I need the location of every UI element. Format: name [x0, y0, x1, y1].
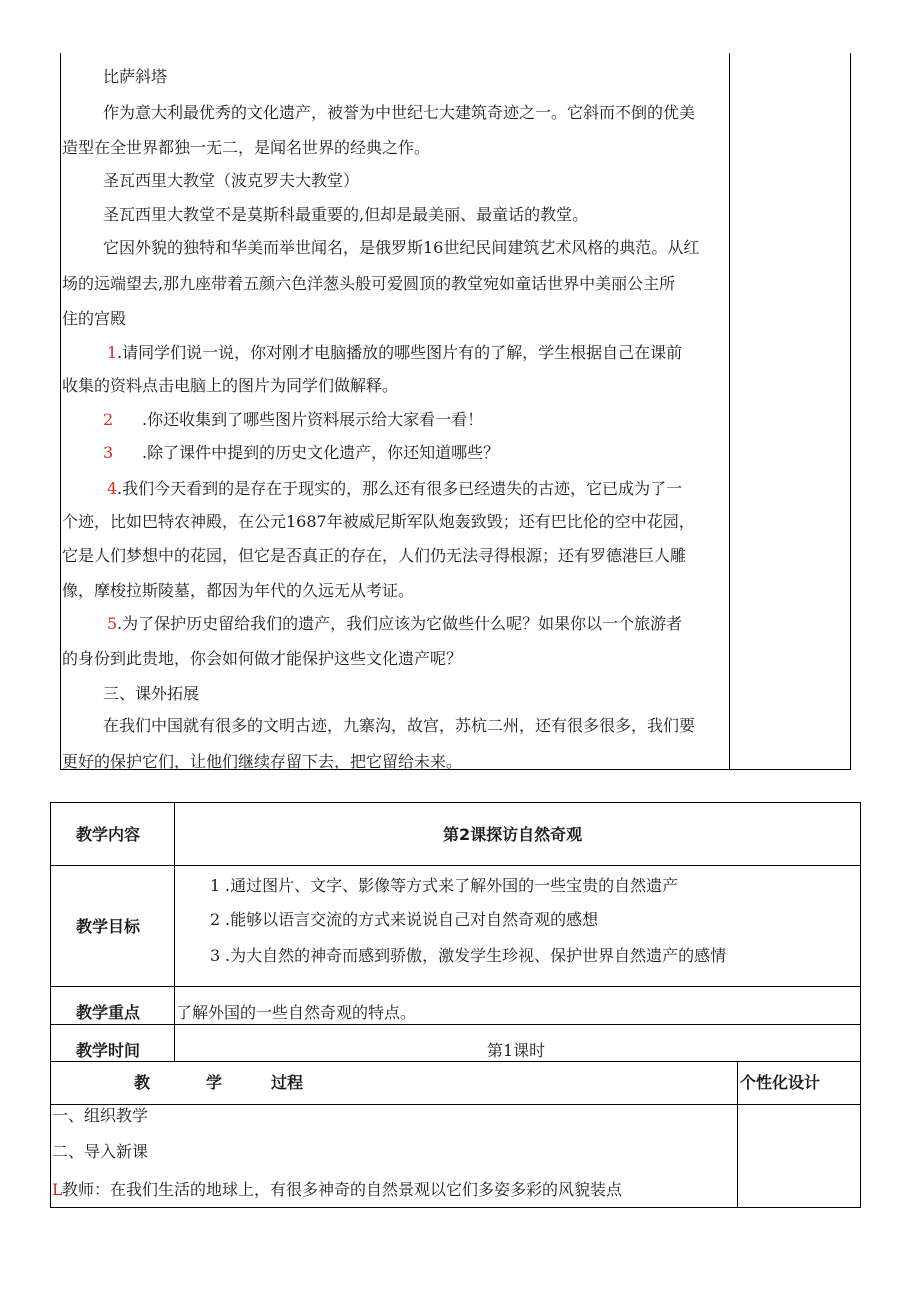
- table-row-line-3: [50, 1024, 861, 1025]
- question4-line2: 个迹，比如巴特农神殿，在公元1687年被威尼斯军队炮轰致毁；还有巴比伦的空中花园，: [62, 512, 695, 531]
- goals-label: 教学目标: [76, 917, 141, 936]
- table-right-border: [860, 802, 861, 1208]
- top-box-divider: [729, 53, 730, 770]
- pisa-title: 比萨斜塔: [103, 67, 168, 86]
- table-left-border: [50, 802, 51, 1208]
- goal-1-number: 1: [210, 876, 221, 895]
- content-value: 第2课探访自然奇观: [443, 825, 583, 844]
- process-header-char2: 学: [206, 1073, 223, 1092]
- question2-number: 2: [103, 410, 114, 429]
- table-top-border: [50, 802, 861, 803]
- table-row-line-1: [50, 865, 861, 866]
- teacher-prefix-mark: L: [52, 1180, 63, 1199]
- personalized-design-header: 个性化设计: [740, 1073, 821, 1092]
- step-introduce-lesson: 二、导入新课: [52, 1142, 149, 1161]
- process-header-char3: 过程: [271, 1073, 304, 1092]
- goal-2-number: 2: [210, 910, 221, 929]
- time-value: 第1课时: [487, 1041, 546, 1060]
- top-box-right-border: [850, 53, 851, 770]
- section3-title: 三、课外拓展: [103, 684, 200, 703]
- table-process-divider: [737, 1061, 738, 1208]
- time-label: 教学时间: [76, 1041, 141, 1060]
- table-row-line-2: [50, 986, 861, 987]
- table-label-divider: [174, 802, 175, 1061]
- basil-paragraph1: 圣瓦西里大教堂不是莫斯科最重要的,但却是最美丽、最童话的教堂。: [103, 205, 589, 224]
- question4-line4: 像，摩梭拉斯陵墓，都因为年代的久远无从考证。: [62, 581, 415, 600]
- question4-number: 4: [107, 479, 118, 498]
- goal-1-text: .通过图片、文字、影像等方式来了解外国的一些宝贵的自然遗产: [225, 876, 679, 895]
- extension-line1: 在我们中国就有很多的文明古迹，九寨沟，故宫，苏杭二州，还有很多很多，我们要: [103, 716, 696, 735]
- goal-3-text: .为大自然的神奇而感到骄傲，激发学生珍视、保护世界自然遗产的感情: [225, 946, 727, 965]
- table-row-line-5: [50, 1104, 861, 1105]
- question1-number: 1: [107, 343, 118, 362]
- process-header-char1: 教: [134, 1073, 151, 1092]
- step-organize-teaching: 一、组织教学: [52, 1106, 149, 1125]
- basil-paragraph2-line3: 住的宫殿: [62, 309, 127, 328]
- question5-line1: .为了保护历史留给我们的遗产，我们应该为它做些什么呢？如果你以一个旅游者: [117, 614, 683, 633]
- question5-line2: 的身份到此贵地，你会如何做才能保护这些文化遗产呢？: [62, 649, 463, 668]
- basil-paragraph2-line1: 它因外貌的独特和华美而举世闻名，是俄罗斯16世纪民间建筑艺术风格的典范。从红: [103, 238, 700, 257]
- table-bottom-border: [50, 1207, 861, 1208]
- question3-number: 3: [103, 443, 114, 462]
- teacher-intro-text: 教师：在我们生活的地球上，有很多神奇的自然景观以它们多姿多彩的风貌装点: [62, 1180, 623, 1199]
- question1-line2: 收集的资料点击电脑上的图片为同学们做解释。: [62, 376, 399, 395]
- top-box-left-border: [60, 53, 61, 770]
- goal-2-text: .能够以语言交流的方式来说说自己对自然奇观的感想: [225, 910, 599, 929]
- question1-line1: .请同学们说一说，你对刚才电脑播放的哪些图片有的了解，学生根据自己在课前: [117, 343, 683, 362]
- basil-paragraph2-line2: 场的远端望去,那九座带着五颜六色洋葱头般可爱圆顶的教堂宛如童话世界中美丽公主所: [62, 274, 676, 293]
- key-point-label: 教学重点: [76, 1003, 141, 1022]
- pisa-paragraph-line2: 造型在全世界都独一无二，是闻名世界的经典之作。: [62, 138, 431, 157]
- question4-line1: .我们今天看到的是存在于现实的，那么还有很多已经遗失的古迹，它已成为了一: [117, 479, 683, 498]
- extension-line2: 更好的保护它们，让他们继续存留下去，把它留给未来。: [62, 752, 463, 771]
- question5-number: 5: [107, 614, 118, 633]
- key-point-value: 了解外国的一些自然奇观的特点。: [176, 1003, 417, 1022]
- question2-text: .你还收集到了哪些图片资料展示给大家看一看！: [142, 410, 484, 429]
- content-label: 教学内容: [76, 825, 141, 844]
- question4-line3: 它是人们梦想中的花园，但它是否真正的存在，人们仍无法寻得根源；还有罗德港巨人雕: [62, 546, 687, 565]
- table-row-line-4: [50, 1061, 861, 1062]
- pisa-paragraph-line1: 作为意大利最优秀的文化遗产，被誉为中世纪七大建筑奇迹之一。它斜而不倒的优美: [103, 103, 696, 122]
- goal-3-number: 3: [210, 946, 221, 965]
- basil-title: 圣瓦西里大教堂（波克罗夫大教堂）: [103, 171, 360, 190]
- question3-text: .除了课件中提到的历史文化遗产，你还知道哪些？: [142, 443, 500, 462]
